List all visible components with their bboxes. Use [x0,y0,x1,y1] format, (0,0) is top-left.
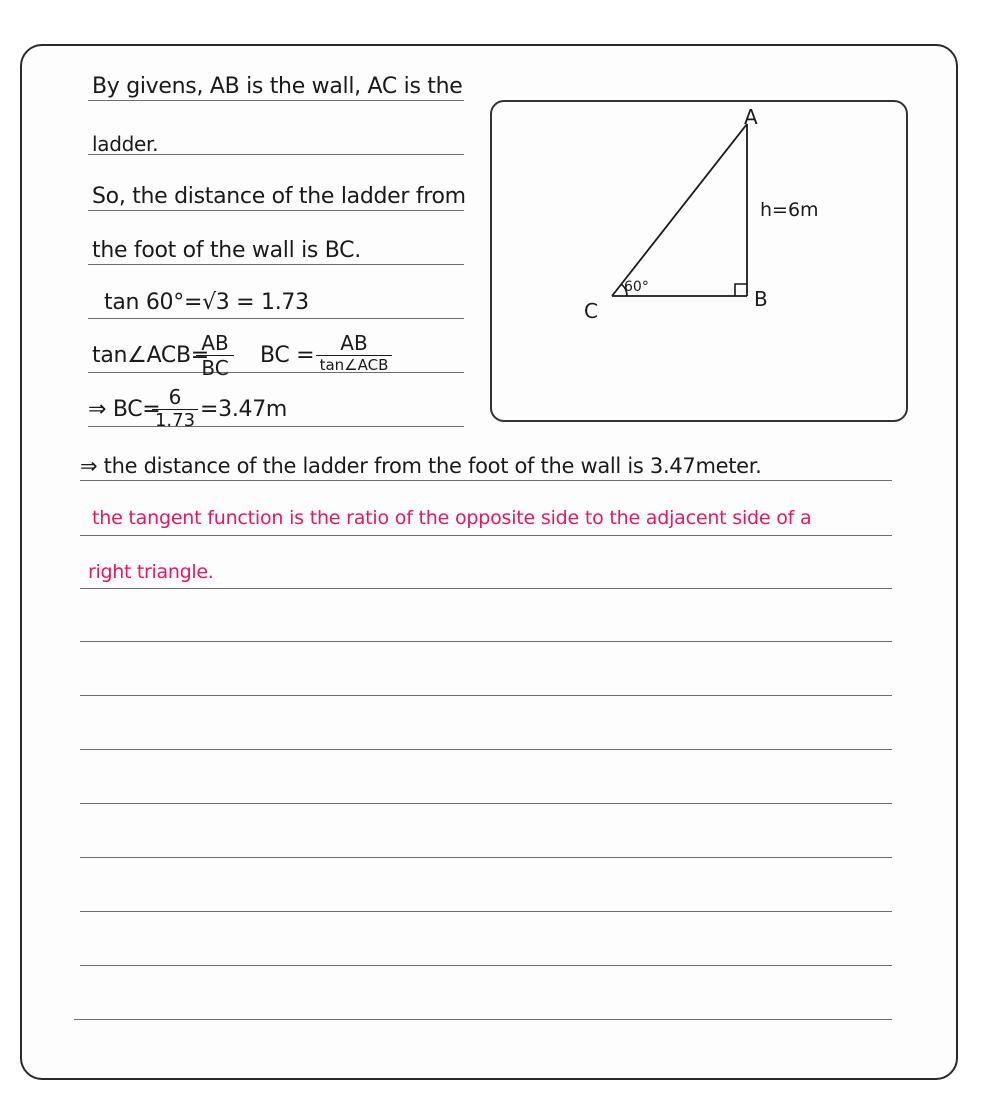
line-bc-equals: BC = [260,343,315,368]
label-vertex-a: A [744,105,758,129]
rule-line [80,803,892,804]
rule-line [88,100,464,101]
right-triangle-diagram [492,102,906,420]
fraction-ab-over-tan-acb [316,333,392,373]
rule-line [80,588,892,589]
label-vertex-b: B [754,287,768,311]
fraction-ab-over-bc [196,333,234,378]
fraction-numerator: 6 [168,385,182,409]
line-distance-intro: So, the distance of the ladder from [92,184,466,209]
rule-line [80,965,892,966]
rule-line [80,857,892,858]
right-angle-marker [735,284,747,296]
rule-line [88,318,464,319]
rule-line [88,210,464,211]
triangle-sides [612,124,747,296]
line-tangent-definition: the tangent function is the ratio of the opposite side to the adjacent side of a [92,507,812,529]
rule-line [88,264,464,265]
label-height: h=6m [760,199,819,221]
rule-line [80,535,892,536]
rule-line [80,641,892,642]
figure-box [490,100,908,422]
rule-line [74,1019,892,1020]
line-right-triangle: right triangle. [88,561,214,583]
rule-line [88,426,464,427]
rule-line [88,372,464,373]
rule-line [80,480,892,481]
line-givens: By givens, AB is the wall, AC is the [92,74,463,99]
rule-line [80,911,892,912]
line-ladder: ladder. [92,132,159,156]
side-ac [612,124,747,296]
line-bc-result-prefix: ⇒ BC= [88,397,161,422]
line-foot-of-wall: the foot of the wall is BC. [92,238,361,263]
line-bc-result-value: =3.47m [200,397,288,422]
label-angle: 60° [624,279,649,295]
rule-line [80,695,892,696]
line-conclusion: ⇒ the distance of the ladder from the foot of the wall is 3.47meter. [80,454,762,478]
line-tan60: tan 60°=√3 = 1.73 [104,290,309,315]
fraction-denominator: 1.73 [154,410,196,431]
rule-line [80,749,892,750]
label-vertex-c: C [584,299,598,323]
fraction-denominator: BC [201,356,229,380]
line-tan-acb-prefix: tan∠ACB= [92,343,209,368]
fraction-6-over-173 [152,387,198,430]
fraction-denominator: tan∠ACB [319,356,389,374]
fraction-numerator: AB [201,331,229,355]
fraction-numerator: AB [340,331,368,355]
